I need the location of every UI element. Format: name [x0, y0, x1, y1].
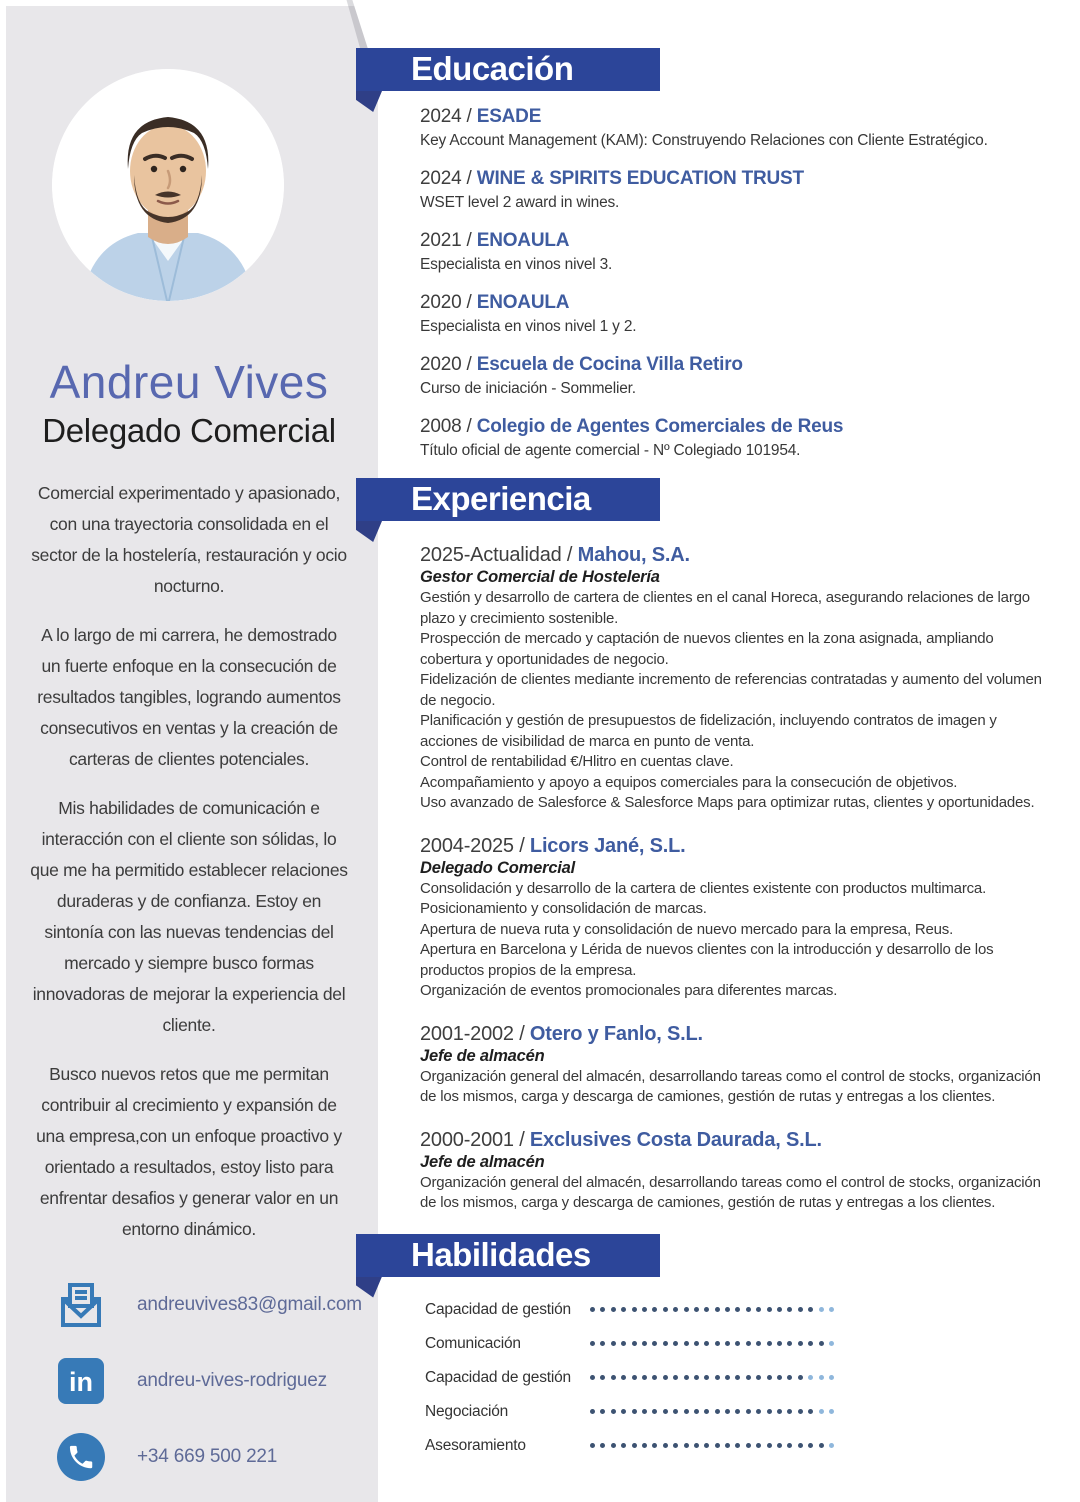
skill-label: Comunicación: [425, 1334, 521, 1352]
skill-dot: [715, 1409, 720, 1414]
skill-dot: [767, 1375, 772, 1380]
skill-dot: [829, 1443, 834, 1448]
skill-dot: [735, 1307, 740, 1312]
skill-dot: [735, 1443, 740, 1448]
skill-dot: [756, 1375, 761, 1380]
skill-dot: [819, 1409, 824, 1414]
experience-role: Jefe de almacén: [420, 1046, 545, 1065]
skill-dot: [819, 1307, 824, 1312]
experience-detail: Apertura en Barcelona y Lérida de nuevos clientes con la introducción y desarrollo de los productos propios de la empresa.: [420, 941, 994, 979]
education-year: 2020 /: [420, 292, 477, 313]
experience-list: [378, 543, 1080, 1214]
main-content: [378, 0, 1080, 1502]
phone-icon: [55, 1433, 107, 1481]
skill-dot: [590, 1307, 595, 1312]
skill-dot: [694, 1409, 699, 1414]
skill-dot: [673, 1409, 678, 1414]
skill-dot: [787, 1443, 792, 1448]
skill-dot-meter: [590, 1443, 834, 1448]
skill-row: [425, 1395, 1080, 1429]
education-org: ENOAULA: [476, 230, 570, 251]
skill-dot: [746, 1409, 751, 1414]
section-title-educacion: Educación: [411, 50, 574, 87]
experience-detail: Organización general del almacén, desarrollando tareas como el control de stocks, organización de los mismos, carga y descarga de camiones, gestión de rutas y entregas a los clientes.: [420, 1173, 1041, 1211]
experience-detail: Acompañamiento y apoyo a equipos comerciales para la consecución de objetivos.: [420, 773, 958, 791]
skill-dot: [767, 1307, 772, 1312]
contact-row[interactable]: [55, 1279, 378, 1331]
skill-dot: [777, 1375, 782, 1380]
skill-dot: [673, 1375, 678, 1380]
education-year: 2008 /: [420, 416, 477, 437]
skill-dot: [694, 1443, 699, 1448]
skill-row: [425, 1429, 1080, 1463]
skill-dot: [621, 1409, 626, 1414]
skill-dot: [725, 1341, 730, 1346]
skill-dot: [642, 1409, 647, 1414]
skill-dot: [725, 1375, 730, 1380]
skill-dot: [590, 1375, 595, 1380]
skill-dot: [663, 1409, 668, 1414]
skill-dot: [684, 1341, 689, 1346]
skill-dot: [787, 1375, 792, 1380]
skill-dot: [652, 1409, 657, 1414]
skill-row: [425, 1327, 1080, 1361]
skill-dot: [829, 1409, 834, 1414]
portrait-illustration: [52, 69, 284, 301]
education-org: Escuela de Cocina Villa Retiro: [476, 354, 743, 375]
skill-dot: [663, 1443, 668, 1448]
skill-dot: [632, 1307, 637, 1312]
contacts-section: [0, 1279, 378, 1483]
skill-dot: [673, 1341, 678, 1346]
skill-dot: [663, 1375, 668, 1380]
experience-period: 2000-2001 /: [420, 1128, 530, 1151]
skill-dot: [704, 1341, 709, 1346]
experience-period: 2025-Actualidad /: [420, 544, 578, 566]
experience-detail: Consolidación y desarrollo de la cartera de clientes existente con productos multimarca. Posicionamiento y consolidación de marcas.: [420, 879, 987, 917]
skill-dot: [715, 1375, 720, 1380]
skill-dot: [684, 1443, 689, 1448]
skill-dot: [756, 1443, 761, 1448]
experience-company: Mahou, S.A.: [577, 544, 690, 566]
skill-dot: [611, 1443, 616, 1448]
experience-heading: [420, 543, 1052, 567]
skill-dot: [746, 1341, 751, 1346]
skill-dot: [652, 1443, 657, 1448]
skill-dot: [673, 1443, 678, 1448]
skill-dot: [829, 1307, 834, 1312]
skill-dot: [621, 1375, 626, 1380]
skill-dot: [715, 1443, 720, 1448]
education-desc: Título oficial de agente comercial - Nº Colegiado 101954.: [420, 442, 801, 459]
education-desc: Especialista en vinos nivel 3.: [420, 256, 613, 273]
contact-value: andreu-vives-rodriguez: [137, 1370, 327, 1391]
experience-entry: [420, 1022, 1052, 1108]
education-org: Colegio de Agentes Comerciales de Reus: [476, 416, 844, 437]
experience-detail: Gestión y desarrollo de cartera de clientes en el canal Horeca, asegurando relaciones de largo plazo y crecimiento sostenible.: [420, 589, 1030, 627]
skill-dot: [600, 1341, 605, 1346]
education-list: [378, 105, 1080, 461]
skill-dot: [590, 1341, 595, 1346]
education-entry: [420, 229, 1052, 275]
experience-company: Licors Jané, S.L.: [529, 834, 686, 857]
skill-dot: [600, 1375, 605, 1380]
education-org: WINE & SPIRITS EDUCATION TRUST: [476, 168, 804, 189]
skill-dot-meter: [590, 1341, 834, 1346]
skill-dot: [704, 1443, 709, 1448]
experience-entry: [420, 543, 1052, 814]
skill-label: Capacidad de gestión: [425, 1368, 571, 1386]
skill-dot: [756, 1341, 761, 1346]
skill-dot: [704, 1375, 709, 1380]
section-banner-experiencia: [356, 478, 660, 521]
experience-detail: Organización de eventos promocionales para diferentes marcas.: [420, 982, 838, 999]
skill-dot: [684, 1307, 689, 1312]
skill-dot: [767, 1409, 772, 1414]
skill-dot: [808, 1341, 813, 1346]
education-org: ESADE: [476, 106, 542, 127]
education-heading: [420, 291, 1052, 315]
skill-dot: [777, 1341, 782, 1346]
skill-dot: [787, 1409, 792, 1414]
skill-dot: [652, 1375, 657, 1380]
skill-dot: [819, 1375, 824, 1380]
skill-dot: [798, 1443, 803, 1448]
skill-dot: [767, 1341, 772, 1346]
skill-dot: [600, 1409, 605, 1414]
education-desc: WSET level 2 award in wines.: [420, 194, 620, 211]
education-entry: [420, 291, 1052, 337]
experience-detail: Planificación y gestión de presupuestos de fidelización, incluyendo contratos de imagen y acciones de visibilidad de marca en punto de venta.: [420, 712, 997, 750]
experience-detail: Apertura de nueva ruta y consolidación de nuevo mercado para la empresa, Reus.: [420, 920, 954, 938]
skill-dot: [611, 1409, 616, 1414]
education-year: 2024 /: [420, 106, 477, 127]
skill-dot: [611, 1341, 616, 1346]
skill-dot: [684, 1375, 689, 1380]
education-entry: [420, 353, 1052, 399]
education-entry: [420, 167, 1052, 213]
skill-dot: [798, 1341, 803, 1346]
skill-dot: [684, 1409, 689, 1414]
experience-heading: [420, 1128, 1052, 1152]
education-heading: [420, 229, 1052, 253]
skill-dot: [663, 1341, 668, 1346]
skill-dot: [829, 1341, 834, 1346]
skill-dot: [808, 1375, 813, 1380]
linkedin-icon: [55, 1358, 107, 1404]
skill-dot: [746, 1307, 751, 1312]
sidebar: [0, 0, 378, 1502]
education-heading: [420, 167, 1052, 191]
skill-dot: [777, 1443, 782, 1448]
skill-dot: [787, 1307, 792, 1312]
skill-dot-meter: [590, 1409, 834, 1414]
skill-label: Negociación: [425, 1402, 509, 1420]
skill-dot: [798, 1375, 803, 1380]
experience-role: Delegado Comercial: [420, 858, 576, 877]
skill-dot: [746, 1443, 751, 1448]
skill-dot-meter: [590, 1307, 834, 1312]
experience-role: Jefe de almacén: [420, 1152, 545, 1171]
skill-dot: [819, 1443, 824, 1448]
experience-entry: [420, 834, 1052, 1002]
experience-heading: [420, 834, 1052, 858]
education-heading: [420, 415, 1052, 439]
contact-value: +34 669 500 221: [137, 1446, 278, 1467]
skill-dot: [694, 1375, 699, 1380]
skill-label: Capacidad de gestión: [425, 1300, 571, 1318]
skill-row: [425, 1293, 1080, 1327]
skill-dot: [642, 1307, 647, 1312]
skill-dot: [704, 1409, 709, 1414]
skill-dot: [652, 1307, 657, 1312]
skill-dot: [819, 1341, 824, 1346]
skill-row: [425, 1361, 1080, 1395]
section-banner-educacion: [356, 48, 660, 91]
skill-dot: [632, 1443, 637, 1448]
skill-dot: [715, 1307, 720, 1312]
skill-dot: [725, 1307, 730, 1312]
skill-dot: [611, 1307, 616, 1312]
skill-dot: [777, 1307, 782, 1312]
skill-dot: [642, 1443, 647, 1448]
education-heading: [420, 105, 1052, 129]
skill-dot: [600, 1443, 605, 1448]
education-org: ENOAULA: [476, 292, 570, 313]
skill-dot: [725, 1443, 730, 1448]
skill-dot: [621, 1341, 626, 1346]
experience-detail: Organización general del almacén, desarrollando tareas como el control de stocks, organización de los mismos, carga y descarga de camiones, gestión de rutas y entregas a los clientes.: [420, 1067, 1041, 1105]
skill-dot-meter: [590, 1375, 834, 1380]
skill-dot: [746, 1375, 751, 1380]
svg-text:in: in: [69, 1367, 93, 1397]
about-paragraph: Comercial experimentado y apasionado, con una trayectoria consolidada en el sector de la hostelería, restauración y ocio nocturno.: [31, 483, 347, 596]
contact-value: andreuvives83@gmail.com: [137, 1294, 362, 1315]
skill-dot: [590, 1443, 595, 1448]
skill-dot: [621, 1443, 626, 1448]
skill-dot: [787, 1341, 792, 1346]
skill-dot: [673, 1307, 678, 1312]
skill-label: Asesoramiento: [425, 1436, 526, 1454]
experience-company: Exclusives Costa Daurada, S.L.: [529, 1128, 822, 1151]
experience-detail: Prospección de mercado y captación de nuevos clientes en la zona asignada, ampliando cobertura y oportunidades de negocio.: [420, 630, 994, 668]
section-title-habilidades: Habilidades: [411, 1235, 591, 1273]
skill-dot: [632, 1341, 637, 1346]
contact-row[interactable]: [55, 1431, 378, 1483]
skill-dot: [798, 1307, 803, 1312]
experience-period: 2001-2002 /: [420, 1022, 530, 1045]
skill-dot: [756, 1409, 761, 1414]
skill-dot: [621, 1307, 626, 1312]
contact-row[interactable]: [55, 1355, 378, 1407]
education-desc: Especialista en vinos nivel 1 y 2.: [420, 318, 637, 335]
education-entry: [420, 105, 1052, 151]
education-desc: Curso de iniciación - Sommelier.: [420, 380, 636, 397]
skill-dot: [829, 1375, 834, 1380]
skill-dot: [663, 1307, 668, 1312]
skill-dot: [735, 1341, 740, 1346]
education-year: 2024 /: [420, 168, 477, 189]
education-entry: [420, 415, 1052, 461]
skill-dot: [694, 1341, 699, 1346]
skill-dot: [600, 1307, 605, 1312]
skill-dot: [756, 1307, 761, 1312]
experience-detail: Uso avanzado de Salesforce & Salesforce Maps para optimizar rutas, clientes y oportunidades.: [420, 794, 1035, 811]
skill-dot: [642, 1341, 647, 1346]
experience-entry: [420, 1128, 1052, 1214]
skill-dot: [798, 1409, 803, 1414]
skill-dot: [590, 1409, 595, 1414]
skill-dot: [777, 1409, 782, 1414]
skill-dot: [652, 1341, 657, 1346]
skill-dot: [632, 1375, 637, 1380]
skill-dot: [735, 1409, 740, 1414]
about-paragraph: Mis habilidades de comunicación e interacción con el cliente son sólidas, lo que me ha permitido establecer relaciones duraderas y de confianza. Estoy en sintonía con las nuevas tendencias del mercado y siempre busco formas innovadoras de mejorar la experiencia del cliente.: [30, 798, 348, 1035]
about-paragraph: Busco nuevos retos que me permitan contribuir al crecimiento y expansión de una empresa,con un enfoque proactivo y orientado a resultados, estoy listo para enfrentar desafios y generar valor en un entorno dinámico.: [36, 1064, 342, 1239]
education-year: 2021 /: [420, 230, 477, 251]
skill-dot: [808, 1409, 813, 1414]
email-icon: [55, 1279, 107, 1331]
experience-detail: Control de rentabilidad €/Hlitro en cuentas clave.: [420, 753, 734, 770]
section-title-experiencia: Experiencia: [411, 480, 591, 517]
skill-dot: [808, 1307, 813, 1312]
skill-dot: [642, 1375, 647, 1380]
skill-dot: [694, 1307, 699, 1312]
section-banner-habilidades: [356, 1234, 660, 1277]
skill-dot: [767, 1443, 772, 1448]
education-desc: Key Account Management (KAM): Construyendo Relaciones con Cliente Estratégico.: [420, 132, 988, 149]
person-title: Delegado Comercial: [42, 412, 336, 449]
skill-dot: [611, 1375, 616, 1380]
experience-detail: Fidelización de clientes mediante incremento de referencias contratadas y aumento del volumen de negocio.: [420, 671, 1042, 709]
experience-company: Otero y Fanlo, S.L.: [529, 1022, 703, 1045]
skill-dot: [808, 1443, 813, 1448]
about-paragraph: A lo largo de mi carrera, he demostrado un fuerte enfoque en la consecución de resultados tangibles, logrando aumentos consecutivos en ventas y la creación de carteras de clientes potenciales.: [37, 625, 341, 769]
person-name: Andreu Vives: [49, 356, 329, 408]
skill-dot: [632, 1409, 637, 1414]
about-section: [0, 478, 378, 1245]
experience-heading: [420, 1022, 1052, 1046]
skill-dot: [715, 1341, 720, 1346]
education-heading: [420, 353, 1052, 377]
skills-list: [378, 1293, 1080, 1463]
experience-role: Gestor Comercial de Hostelería: [420, 568, 660, 586]
skill-dot: [725, 1409, 730, 1414]
education-year: 2020 /: [420, 354, 477, 375]
skill-dot: [735, 1375, 740, 1380]
experience-period: 2004-2025 /: [420, 834, 530, 857]
skill-dot: [704, 1307, 709, 1312]
profile-photo: [52, 69, 284, 301]
